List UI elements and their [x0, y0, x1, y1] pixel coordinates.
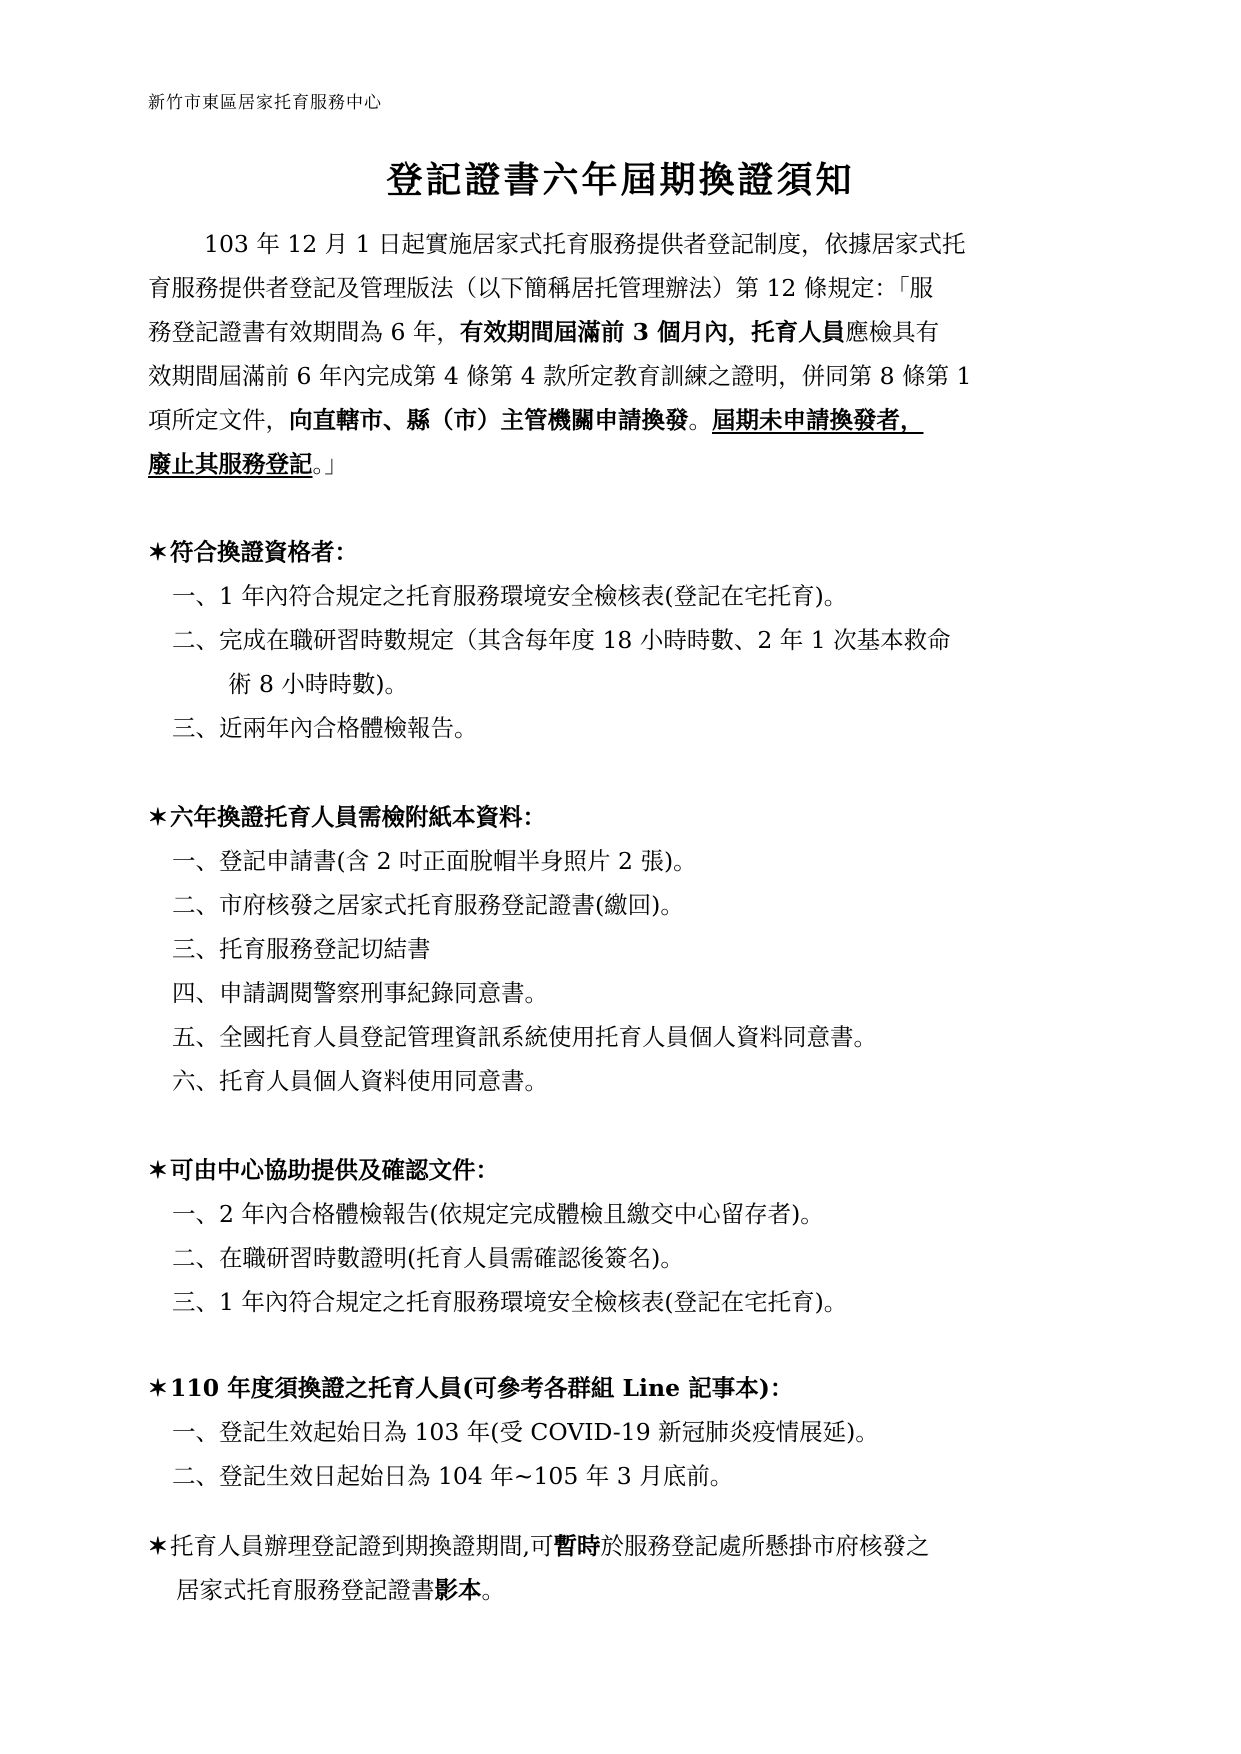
page-title: 登記證書六年屆期換證須知 [386, 159, 855, 201]
intro-underlined-text: 廢止其服務登記 [148, 450, 313, 478]
list-item: 四、申請調閱警察刑事紀錄同意書。 [172, 979, 548, 1007]
star-icon: ✶ [148, 803, 168, 831]
list-item: 二、登記生效日起始日為 104 年~105 年 3 月底前。 [172, 1462, 734, 1490]
intro-bold-text: 有效期間屆滿前 3 個月內， [459, 318, 752, 346]
intro-text: 。 [688, 406, 712, 434]
intro-line: 103 年 12 月 1 日起實施居家式托育服務提供者登記制度，依據居家式托 [204, 230, 966, 258]
list-item: 一、1 年內符合規定之托育服務環境安全檢核表(登記在宅托育)。 [172, 582, 848, 610]
intro-underlined-text: 屆期未申請換發者， [712, 406, 924, 434]
section-heading [148, 1366, 1128, 1410]
intro-text: 。」 [312, 450, 348, 478]
intro-line [148, 442, 1108, 486]
list-item: 一、登記生效起始日為 103 年(受 COVID-19 新冠肺炎疫情展延)。 [172, 1418, 879, 1446]
star-icon: ✶ [148, 1156, 168, 1184]
list-item: 一、登記申請書(含 2 吋正面脫帽半身照片 2 張)。 [172, 847, 697, 875]
organization-header: 新竹市東區居家托育服務中心 [148, 93, 382, 113]
intro-text: 務登記證書有效期間為 6 年， [148, 318, 460, 346]
intro-line: 育服務提供者登記及管理版法（以下簡稱居托管理辦法）第 12 條規定：「服 [148, 274, 934, 302]
intro-text: 項所定文件， [148, 406, 289, 434]
intro-bold-text: 向直轄市、縣（市）主管機關申請換發 [289, 406, 689, 434]
list-item: 六、托育人員個人資料使用同意書。 [172, 1067, 548, 1095]
section-heading-text: 符合換證資格者： [170, 538, 358, 566]
intro-paragraph [148, 222, 1108, 486]
list-item: 五、全國托育人員登記管理資訊系統使用托育人員個人資料同意書。 [172, 1023, 877, 1051]
section-heading [148, 530, 1128, 574]
note-text: 於服務登記處所懸掛市府核發之 [600, 1532, 930, 1560]
list-item: 三、近兩年內合格體檢報告。 [172, 714, 478, 742]
section-heading [148, 795, 1128, 839]
note-text: 居家式托育服務登記證書 [176, 1576, 435, 1604]
list-item: 三、托育服務登記切結書 [172, 935, 431, 963]
intro-text: 應檢具有 [845, 318, 940, 346]
star-icon: ✶ [148, 1532, 168, 1560]
star-icon: ✶ [148, 538, 168, 566]
intro-line [148, 310, 1108, 354]
note-bold-text: 暫時 [553, 1532, 601, 1560]
list-item: 一、2 年內合格體檢報告(依規定完成體檢且繳交中心留存者)。 [172, 1200, 824, 1228]
intro-line: 效期間屆滿前 6 年內完成第 4 條第 4 款所定教育訓練之證明，併同第 8 條第 1 [148, 362, 972, 390]
intro-bold-text: 托育人員 [751, 318, 846, 346]
section-center-assistance [148, 1148, 1128, 1324]
note-paragraph [148, 1524, 1128, 1612]
list-item: 二、在職研習時數證明(托育人員需確認後簽名)。 [172, 1244, 684, 1272]
note-line [148, 1524, 1128, 1568]
list-item: 二、市府核發之居家式托育服務登記證書(繳回)。 [172, 891, 684, 919]
section-eligibility [148, 530, 1128, 750]
list-item: 二、完成在職研習時數規定（其含每年度 18 小時時數、2 年 1 次基本救命 [172, 626, 951, 654]
section-110-renewal [148, 1366, 1128, 1498]
section-heading-text: 六年換證托育人員需檢附紙本資料： [170, 803, 546, 831]
intro-line [148, 398, 1108, 442]
star-icon: ✶ [148, 1374, 168, 1402]
section-required-documents [148, 795, 1128, 1103]
list-item-continuation: 術 8 小時時數)。 [228, 670, 409, 698]
note-text: 。 [481, 1576, 505, 1604]
section-heading-text: 可由中心協助提供及確認文件： [170, 1156, 499, 1184]
list-item: 三、1 年內符合規定之托育服務環境安全檢核表(登記在宅托育)。 [172, 1288, 848, 1316]
note-line [148, 1568, 1128, 1612]
section-heading-text: 110 年度須換證之托育人員(可參考各群組 Line 記事本)： [170, 1374, 794, 1402]
section-heading [148, 1148, 1128, 1192]
note-bold-text: 影本 [434, 1576, 482, 1604]
note-text: 托育人員辦理登記證到期換證期間,可 [170, 1532, 554, 1560]
